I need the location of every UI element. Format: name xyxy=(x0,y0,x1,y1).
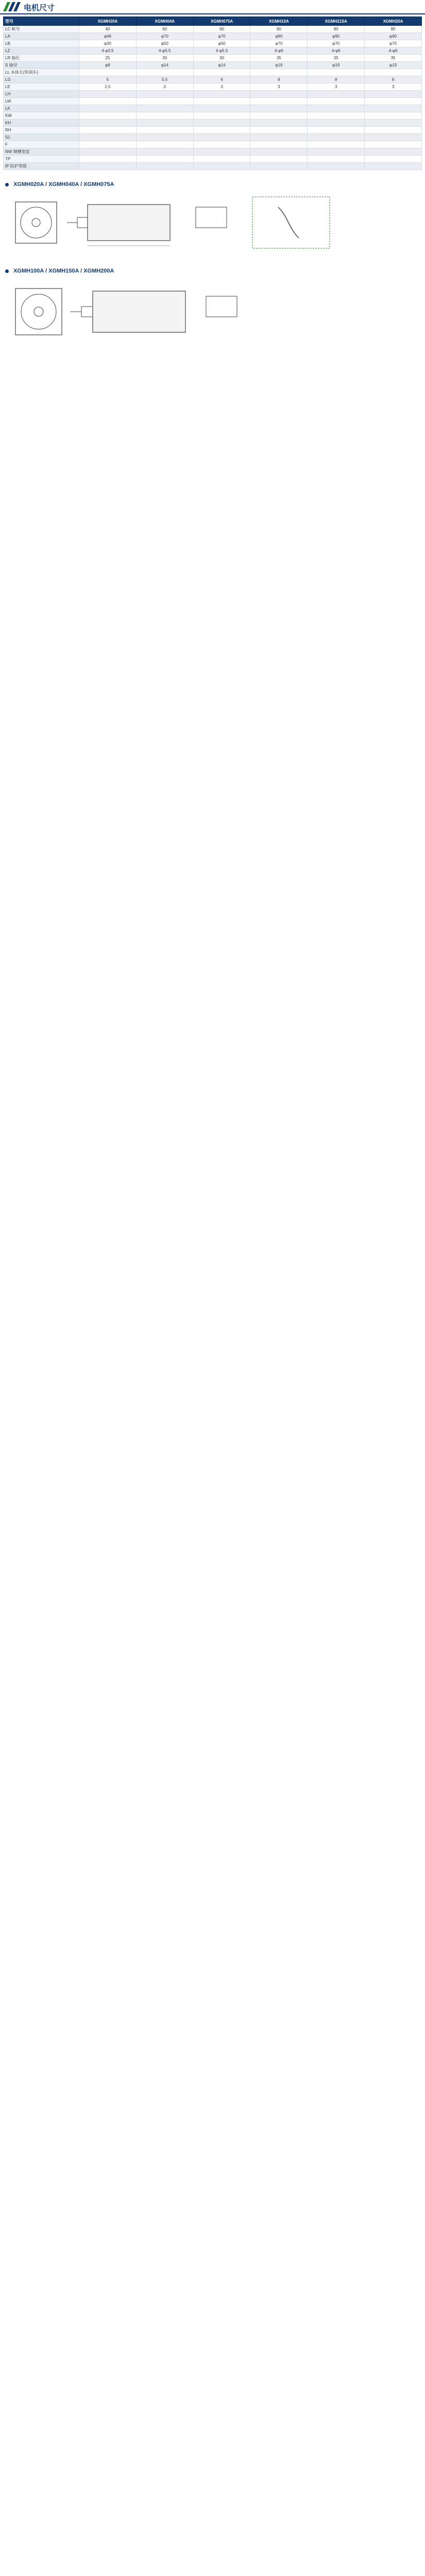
table-cell xyxy=(193,120,250,127)
table-cell xyxy=(193,69,250,76)
table-cell xyxy=(250,105,308,112)
row-label: LR 轴长 xyxy=(4,55,79,62)
table-cell xyxy=(79,98,137,105)
table-row xyxy=(4,62,422,69)
row-label: IP 防护等级 xyxy=(4,163,79,170)
table-cell xyxy=(136,105,193,112)
table-cell: 30 xyxy=(193,55,250,62)
table-cell xyxy=(136,163,193,170)
table-cell: φ70 xyxy=(365,40,422,47)
spec-table xyxy=(3,16,422,170)
motor-drawing xyxy=(10,278,340,345)
table-cell xyxy=(308,105,365,112)
table-row xyxy=(4,163,422,170)
table-cell xyxy=(136,134,193,141)
table-cell: 4-φ3.5 xyxy=(79,47,137,55)
model-line-text: XGMH100A / XGMH150A / XGMH200A xyxy=(13,268,114,274)
table-cell xyxy=(365,163,422,170)
table-cell xyxy=(308,134,365,141)
table-cell xyxy=(308,120,365,127)
table-cell xyxy=(193,141,250,148)
table-cell xyxy=(308,141,365,148)
table-cell xyxy=(308,69,365,76)
table-cell xyxy=(365,98,422,105)
table-cell: φ30 xyxy=(79,40,137,47)
table-row xyxy=(4,120,422,127)
table-cell: 4-φ6 xyxy=(250,47,308,55)
table-cell xyxy=(308,156,365,163)
table-cell xyxy=(193,127,250,134)
table-row xyxy=(4,156,422,163)
row-label: S 轴径 xyxy=(4,62,79,69)
row-label: RH xyxy=(4,127,79,134)
table-row xyxy=(4,26,422,33)
table-row xyxy=(4,40,422,47)
col-header: XGMH20A xyxy=(365,17,422,26)
table-cell: φ90 xyxy=(250,33,308,40)
model-line xyxy=(5,181,114,188)
table-cell: φ70 xyxy=(250,40,308,47)
table-cell: 4-φ6 xyxy=(308,47,365,55)
table-cell: φ14 xyxy=(193,62,250,69)
row-label: F xyxy=(4,141,79,148)
table-cell: 8 xyxy=(365,76,422,83)
table-cell xyxy=(193,148,250,156)
table-cell xyxy=(365,134,422,141)
table-cell xyxy=(365,156,422,163)
table-cell xyxy=(365,91,422,98)
table-cell xyxy=(308,127,365,134)
row-label: LK xyxy=(4,105,79,112)
table-cell xyxy=(79,148,137,156)
table-cell: 80 xyxy=(308,26,365,33)
table-row xyxy=(4,112,422,120)
table-cell xyxy=(308,98,365,105)
table-cell xyxy=(79,156,137,163)
col-header: XGMH10A xyxy=(250,17,308,26)
table-cell: φ50 xyxy=(193,40,250,47)
table-cell: 8 xyxy=(250,76,308,83)
table-cell xyxy=(193,134,250,141)
row-label: LH xyxy=(4,91,79,98)
table-cell: 60 xyxy=(193,26,250,33)
model-line xyxy=(5,268,114,274)
table-cell: 3 xyxy=(136,83,193,91)
table-row xyxy=(4,83,422,91)
table-row xyxy=(4,134,422,141)
section-title: 电机尺寸 xyxy=(24,4,55,12)
row-label: LE xyxy=(4,83,79,91)
table-cell xyxy=(79,91,137,98)
table-cell: φ90 xyxy=(365,33,422,40)
table-cell xyxy=(79,163,137,170)
table-cell xyxy=(136,98,193,105)
table-cell xyxy=(79,141,137,148)
table-cell xyxy=(308,112,365,120)
table-cell xyxy=(136,141,193,148)
col-header: XGMH04A xyxy=(136,17,193,26)
brand-logo-icon xyxy=(3,2,21,11)
table-cell: 8 xyxy=(308,76,365,83)
table-cell xyxy=(250,69,308,76)
table-cell: φ14 xyxy=(136,62,193,69)
table-cell xyxy=(250,163,308,170)
table-cell: φ50 xyxy=(136,40,193,47)
table-cell xyxy=(193,105,250,112)
model-line-text: XGMH020A / XGMH040A / XGMH075A xyxy=(13,181,114,188)
table-cell: φ19 xyxy=(365,62,422,69)
table-cell: 4-φ6 xyxy=(365,47,422,55)
table-cell xyxy=(136,112,193,120)
table-cell xyxy=(308,148,365,156)
table-row xyxy=(4,76,422,83)
table-cell xyxy=(250,112,308,120)
row-label: LC 框号 xyxy=(4,26,79,33)
table-cell xyxy=(250,120,308,127)
table-cell: φ19 xyxy=(308,62,365,69)
table-cell xyxy=(365,148,422,156)
table-cell xyxy=(79,134,137,141)
table-cell: φ90 xyxy=(308,33,365,40)
table-row xyxy=(4,69,422,76)
table-cell xyxy=(79,69,137,76)
table-cell: 6 xyxy=(193,76,250,83)
table-cell xyxy=(250,127,308,134)
table-cell xyxy=(365,112,422,120)
table-cell: 30 xyxy=(136,55,193,62)
table-cell: 2.5 xyxy=(79,83,137,91)
table-cell xyxy=(136,148,193,156)
col-header: XGMH215A xyxy=(308,17,365,26)
table-cell: 25 xyxy=(79,55,137,62)
table-cell: 3 xyxy=(308,83,365,91)
table-cell xyxy=(250,156,308,163)
table-row xyxy=(4,33,422,40)
table-cell xyxy=(79,120,137,127)
table-cell xyxy=(136,156,193,163)
table-cell: φ70 xyxy=(136,33,193,40)
table-cell xyxy=(136,69,193,76)
table-cell: 60 xyxy=(136,26,193,33)
table-cell: 3 xyxy=(193,83,250,91)
table-cell xyxy=(193,91,250,98)
table-cell xyxy=(193,112,250,120)
table-row xyxy=(4,127,422,134)
table-row xyxy=(4,47,422,55)
motor-drawing xyxy=(10,192,340,253)
row-label: NW 键槽宽度 xyxy=(4,148,79,156)
table-cell: 80 xyxy=(365,26,422,33)
col-header: 型号 xyxy=(4,17,79,26)
table-cell xyxy=(250,91,308,98)
table-cell: 4-φ5.5 xyxy=(193,47,250,55)
table-cell xyxy=(79,112,137,120)
section-header xyxy=(0,0,425,14)
table-cell: 80 xyxy=(250,26,308,33)
table-cell xyxy=(136,91,193,98)
col-header: XGMH20A xyxy=(79,17,137,26)
table-cell xyxy=(136,120,193,127)
table-cell: φ70 xyxy=(193,33,250,40)
table-cell: 3 xyxy=(250,83,308,91)
table-cell xyxy=(193,98,250,105)
table-cell: 40 xyxy=(79,26,137,33)
row-label: KH xyxy=(4,120,79,127)
table-cell: φ8 xyxy=(79,62,137,69)
row-label: LG xyxy=(4,76,79,83)
table-cell xyxy=(193,156,250,163)
table-row xyxy=(4,91,422,98)
table-row xyxy=(4,141,422,148)
table-cell xyxy=(365,127,422,134)
table-cell xyxy=(365,141,422,148)
table-cell xyxy=(308,91,365,98)
table-row xyxy=(4,55,422,62)
row-label: TP xyxy=(4,156,79,163)
row-label: LW xyxy=(4,98,79,105)
table-cell: 35 xyxy=(365,55,422,62)
row-label: KW xyxy=(4,112,79,120)
table-cell xyxy=(79,105,137,112)
row-label: S1 xyxy=(4,134,79,141)
table-cell xyxy=(193,163,250,170)
table-cell xyxy=(250,141,308,148)
table-cell: 5.5 xyxy=(136,76,193,83)
bullet-icon xyxy=(5,183,9,187)
bullet-icon xyxy=(5,269,9,273)
table-cell: φ46 xyxy=(79,33,137,40)
table-row xyxy=(4,105,422,112)
table-cell: φ70 xyxy=(308,40,365,47)
table-cell xyxy=(250,134,308,141)
table-cell xyxy=(365,120,422,127)
table-cell xyxy=(250,148,308,156)
table-row xyxy=(4,98,422,105)
row-label: LZ xyxy=(4,47,79,55)
table-cell: 35 xyxy=(250,55,308,62)
table-cell xyxy=(365,69,422,76)
table-cell xyxy=(250,98,308,105)
table-cell xyxy=(365,105,422,112)
table-cell: 3 xyxy=(365,83,422,91)
row-label: LB xyxy=(4,40,79,47)
table-cell: 5 xyxy=(79,76,137,83)
table-cell: 4-φ5.5 xyxy=(136,47,193,55)
table-cell xyxy=(136,127,193,134)
table-cell xyxy=(308,163,365,170)
table-cell: 35 xyxy=(308,55,365,62)
table-header-row xyxy=(4,17,422,26)
table-cell: φ19 xyxy=(250,62,308,69)
table-cell xyxy=(79,127,137,134)
section-1 xyxy=(0,0,425,274)
col-header: XGMH075A xyxy=(193,17,250,26)
row-label: LA xyxy=(4,33,79,40)
table-row xyxy=(4,148,422,156)
row-label: LL 本体长(带刹车) xyxy=(4,69,79,76)
